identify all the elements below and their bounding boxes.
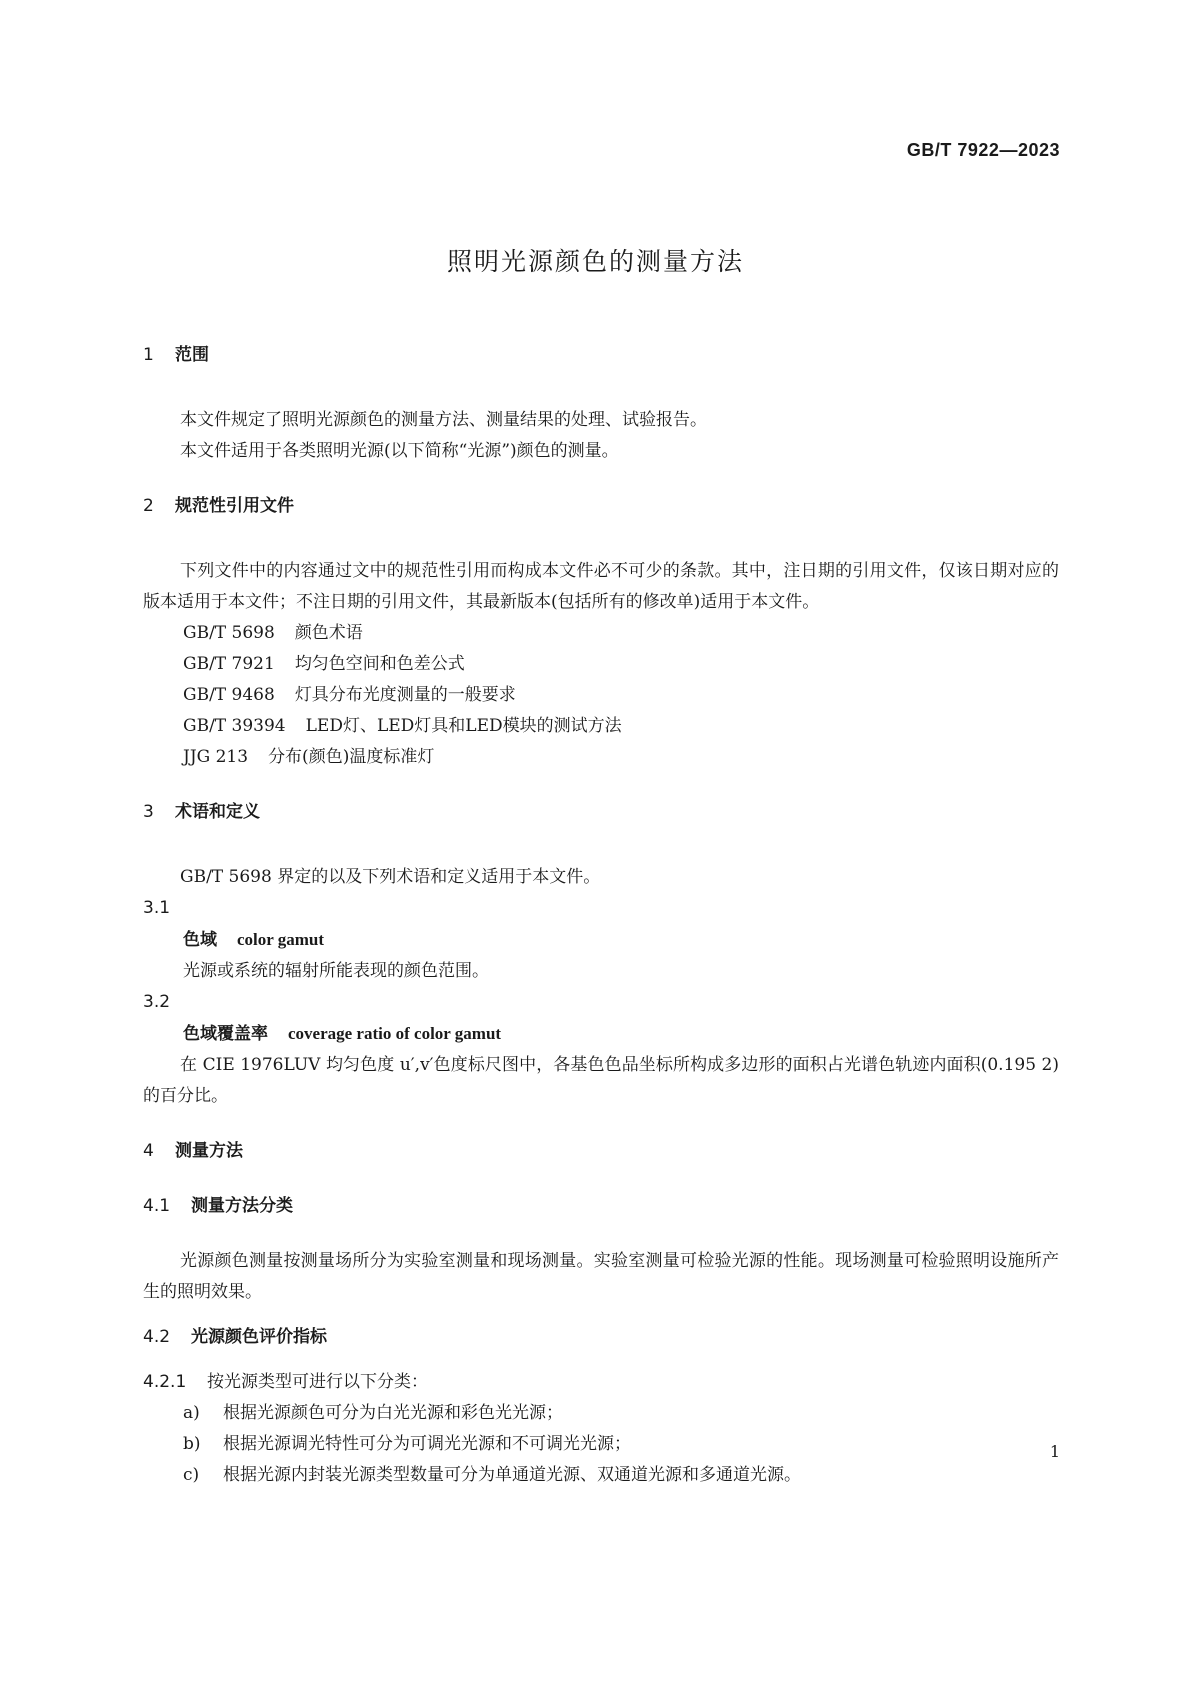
document-body (143, 340, 1059, 1491)
clause-lead: 按光源类型可进行以下分类： (207, 1372, 428, 1392)
reference-item (143, 711, 1059, 742)
section-4-1-heading (143, 1191, 1059, 1222)
section-1-heading (143, 340, 1059, 371)
term-title (143, 1018, 1059, 1050)
term-definition: 在 CIE 1976LUV 均匀色度 u′,v′色度标尺图中，各基色色品坐标所构成多边形的面积占光谱色轨迹内面积(0.195 2)的百分比。 (143, 1055, 1059, 1106)
list-item (143, 1460, 1059, 1491)
section-number: 4 (143, 1141, 154, 1161)
term-zh: 色域覆盖率 (183, 1024, 268, 1044)
scope-paragraph-1: 本文件规定了照明光源颜色的测量方法、测量结果的处理、试验报告。 (180, 410, 707, 430)
term-zh: 色域 (183, 930, 217, 950)
section-title: 测量方法 (175, 1141, 243, 1161)
section-3-heading (143, 797, 1059, 828)
list-text: 根据光源调光特性可分为可调光光源和不可调光光源； (223, 1434, 631, 1454)
term-number: 3.1 (143, 898, 171, 918)
section-4-2-heading (143, 1322, 1059, 1353)
section-title: 术语和定义 (175, 802, 260, 822)
reference-title: LED灯、LED灯具和LED模块的测试方法 (305, 716, 622, 736)
reference-code: JJG 213 (183, 747, 249, 767)
list-item (143, 1429, 1059, 1460)
terms-intro: GB/T 5698 界定的以及下列术语和定义适用于本文件。 (180, 867, 601, 887)
term-en: color gamut (237, 930, 325, 949)
reference-title: 分布(颜色)温度标准灯 (268, 747, 435, 767)
clause-number: 4.2.1 (143, 1372, 187, 1392)
document-title: 照明光源颜色的测量方法 (446, 247, 744, 276)
list-marker: a) (183, 1403, 200, 1423)
reference-code: GB/T 9468 (183, 685, 275, 705)
reference-item (143, 742, 1059, 773)
subsection-number: 4.2 (143, 1327, 171, 1347)
page-number: 1 (1049, 1442, 1060, 1461)
method-classification-paragraph: 光源颜色测量按测量场所分为实验室测量和现场测量。实验室测量可检验光源的性能。现场测量可检验照明设施所产生的照明效果。 (143, 1251, 1059, 1302)
section-title: 范围 (175, 345, 209, 365)
reference-item (143, 618, 1059, 649)
list-marker: b) (183, 1434, 201, 1454)
reference-title: 颜色术语 (294, 623, 363, 643)
subsection-title: 测量方法分类 (191, 1196, 293, 1216)
list-text: 根据光源内封装光源类型数量可分为单通道光源、双通道光源和多通道光源。 (223, 1465, 801, 1485)
reference-code: GB/T 7921 (183, 654, 275, 674)
reference-item (143, 680, 1059, 711)
term-en: coverage ratio of color gamut (288, 1024, 502, 1043)
standard-code: GB/T 7922—2023 (906, 140, 1060, 160)
reference-title: 均匀色空间和色差公式 (294, 654, 465, 674)
section-title: 规范性引用文件 (175, 496, 294, 516)
section-4-heading (143, 1136, 1059, 1167)
section-2-heading (143, 491, 1059, 522)
reference-title: 灯具分布光度测量的一般要求 (294, 685, 516, 705)
term-definition: 光源或系统的辐射所能表现的颜色范围。 (183, 961, 489, 981)
subsection-number: 4.1 (143, 1196, 171, 1216)
term-number: 3.2 (143, 992, 171, 1012)
reference-code: GB/T 5698 (183, 623, 275, 643)
normative-references-paragraph: 下列文件中的内容通过文中的规范性引用而构成本文件必不可少的条款。其中，注日期的引用文件，仅该日期对应的版本适用于本文件；不注日期的引用文件，其最新版本(包括所有的修改单)适用于本文件。 (143, 561, 1059, 612)
reference-code: GB/T 39394 (183, 716, 286, 736)
list-marker: c) (183, 1465, 200, 1485)
section-number: 1 (143, 345, 154, 365)
term-title (143, 924, 1059, 956)
subsection-title: 光源颜色评价指标 (191, 1327, 327, 1347)
list-item (143, 1398, 1059, 1429)
clause-4-2-1 (143, 1367, 1059, 1398)
reference-item (143, 649, 1059, 680)
scope-paragraph-2: 本文件适用于各类照明光源(以下简称“光源”)颜色的测量。 (180, 441, 619, 461)
section-number: 2 (143, 496, 154, 516)
section-number: 3 (143, 802, 154, 822)
list-text: 根据光源颜色可分为白光光源和彩色光光源； (223, 1403, 563, 1423)
